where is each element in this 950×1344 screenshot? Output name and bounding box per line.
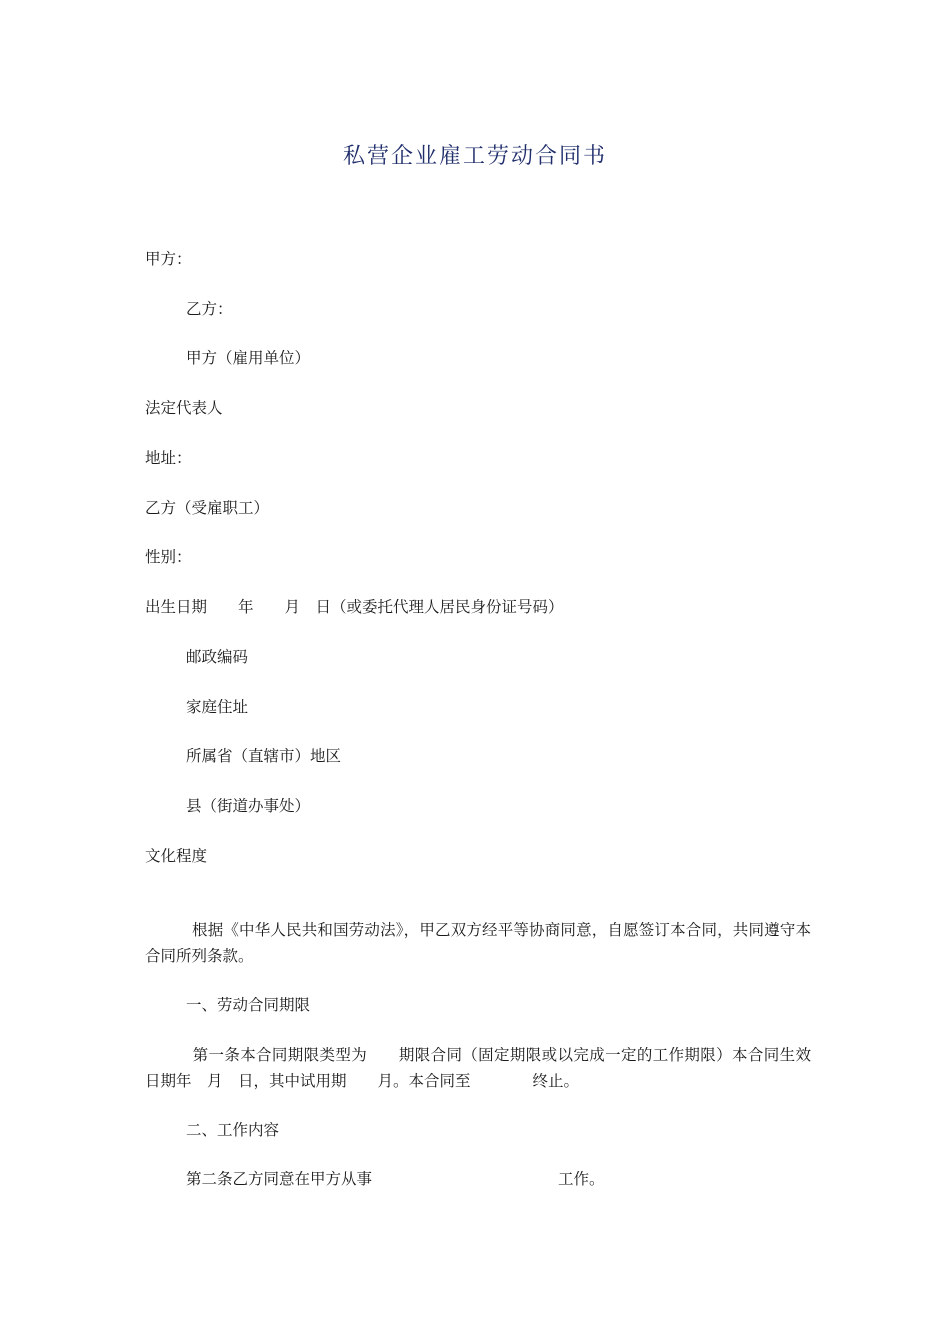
education-label: 文化程度 (145, 847, 208, 865)
gender-label: 性别： (145, 548, 192, 566)
address-label: 地址： (145, 449, 192, 467)
postal-code-label: 邮政编码 (186, 648, 249, 666)
article-2-paragraph: 第二条乙方同意在甲方从事 工作。 (186, 1170, 605, 1188)
province-label: 所属省（直辖市）地区 (186, 747, 342, 765)
party-a-label: 甲方： (145, 250, 192, 268)
article-1-paragraph: 第一条本合同期限类型为 期限合同（固定期限或以完成一定的工作期限）本合同生效日期年 月 日，其中试用期 月。本合同至 终止。 (145, 1046, 811, 1090)
section-2-heading: 二、工作内容 (186, 1121, 280, 1139)
legal-rep-label: 法定代表人 (145, 399, 223, 417)
party-a-employer-label: 甲方（雇用单位） (186, 349, 311, 367)
birth-date-label: 出生日期 年 月 日（或委托代理人居民身份证号码） (145, 598, 564, 616)
party-b-employee-label: 乙方（受雇职工） (145, 499, 270, 517)
party-b-label: 乙方： (186, 300, 233, 318)
home-address-label: 家庭住址 (186, 698, 249, 716)
county-label: 县（街道办事处） (186, 797, 311, 815)
preamble-paragraph: 根据《中华人民共和国劳动法》，甲乙双方经平等协商同意，自愿签订本合同，共同遵守本合同所列条款。 (145, 921, 811, 965)
section-1-heading: 一、劳动合同期限 (186, 996, 311, 1014)
document-title: 私营企业雇工劳动合同书 (342, 144, 607, 169)
